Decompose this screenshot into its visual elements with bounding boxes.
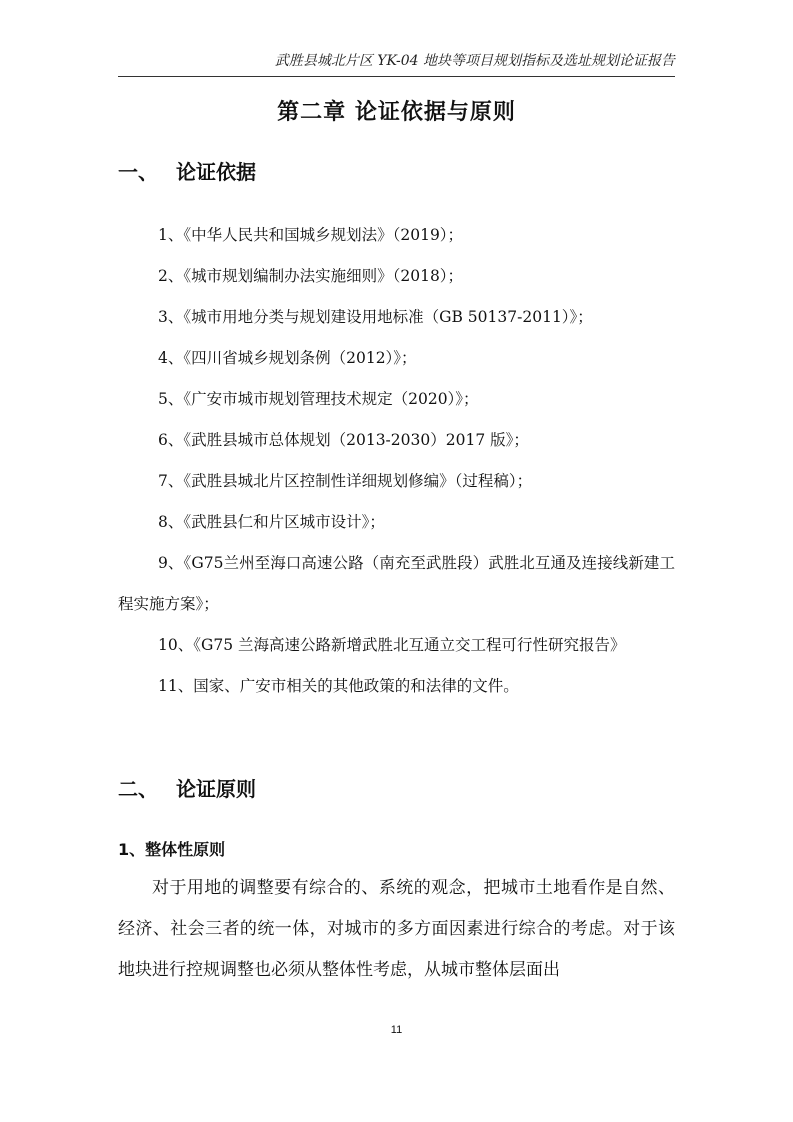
list-item: 8、《武胜县仁和片区城市设计》； bbox=[158, 513, 385, 531]
running-header bbox=[118, 50, 675, 77]
section-title: 论证原则 bbox=[176, 777, 256, 801]
list-item: 6、《武胜县城市总体规划（2013-2030）2017 版》； bbox=[158, 431, 529, 449]
list-item: 9、《G75兰州至海口高速公路（南充至武胜段）武胜北互通及连接线新建工程实施方案》； bbox=[118, 554, 675, 613]
section-title: 论证依据 bbox=[176, 160, 256, 184]
list-item: 10、《G75 兰海高速公路新增武胜北互通立交工程可行性研究报告》 bbox=[158, 636, 626, 654]
list-item: 5、《广安市城市规划管理技术规定（2020）》； bbox=[158, 390, 479, 408]
list-item: 3、《城市用地分类与规划建设用地标准（GB 50137-2011）》； bbox=[158, 308, 593, 326]
list-item: 4、《四川省城乡规划条例（2012）》； bbox=[158, 349, 417, 367]
page-number: 11 bbox=[390, 1024, 403, 1036]
body-paragraph: 对于用地的调整要有综合的、系统的观念，把城市土地看作是自然、经济、社会三者的统一体，对城市的多方面因素进行综合的考虑。对于该地块进行控规调整也必须从整体性考虑，从城市整体层面出 bbox=[118, 878, 675, 980]
section-number: 一、 bbox=[118, 160, 158, 184]
list-item: 11、国家、广安市相关的其他政策的和法律的文件。 bbox=[158, 677, 519, 695]
section-heading-principles bbox=[118, 775, 256, 803]
list-item: 1、《中华人民共和国城乡规划法》（2019）； bbox=[158, 226, 464, 244]
list-item: 2、《城市规划编制办法实施细则》（2018）； bbox=[158, 267, 464, 285]
section-number: 二、 bbox=[118, 777, 158, 801]
subsection-heading: 1、整体性原则 bbox=[118, 840, 226, 859]
header-title: 武胜县城北片区 YK-04 地块等项目规划指标及选址规划论证报告 bbox=[274, 53, 675, 69]
chapter-title: 第二章 论证依据与原则 bbox=[277, 100, 516, 125]
list-item: 7、《武胜县城北片区控制性详细规划修编》（过程稿）； bbox=[158, 472, 533, 490]
reference-list bbox=[118, 215, 675, 707]
section-heading-basis bbox=[118, 158, 256, 186]
